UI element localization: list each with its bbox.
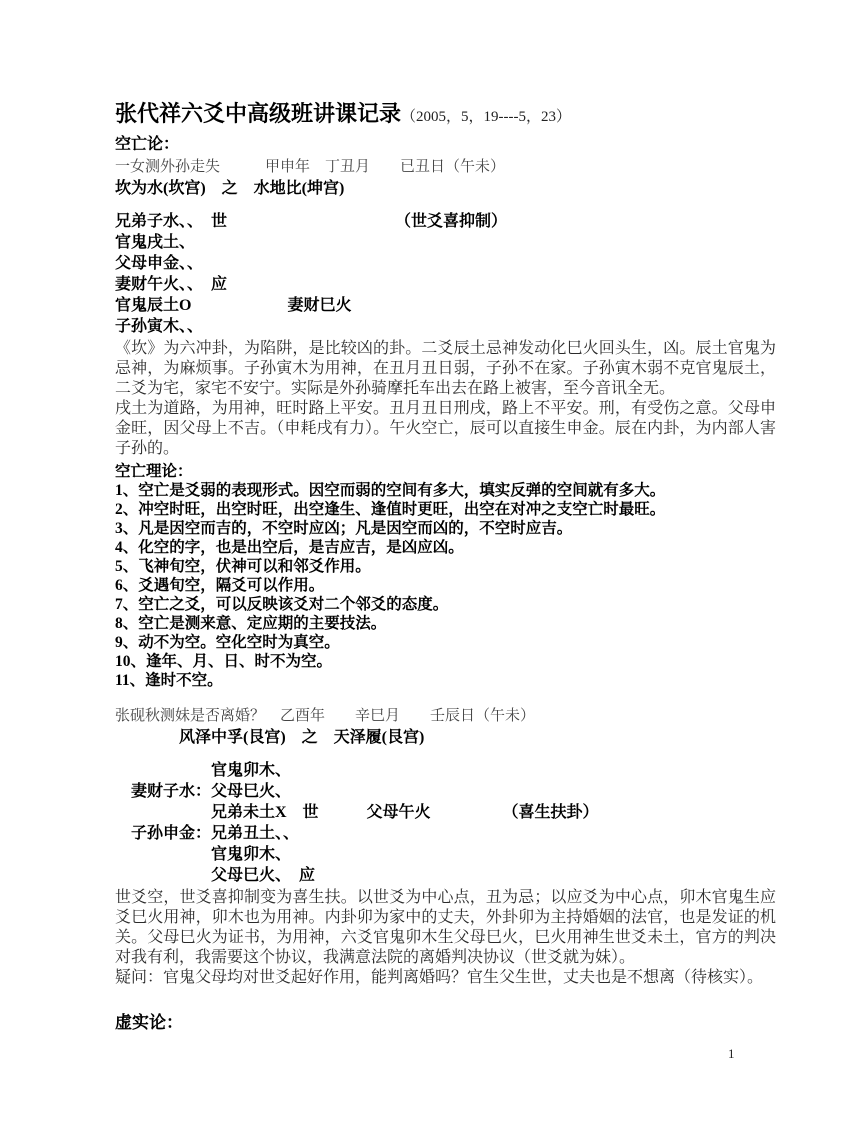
xushi-section-heading: 虚实论：	[115, 1013, 183, 1032]
theory-item: 1、空亡是爻弱的表现形式。因空而弱的空间有多大，填实反弹的空间就有多大。	[115, 482, 666, 499]
theory-item: 5、飞神旬空，伏神可以和邻爻作用。	[115, 558, 371, 575]
hexagram-line: 父母申金、、	[115, 255, 204, 272]
hexagram-line: 子孙寅木、、	[115, 318, 204, 335]
case1-analysis	[115, 339, 776, 459]
hexagram-line: 官鬼戌土、	[115, 234, 196, 251]
hexagram-line: 官鬼辰土O 妻财巳火	[115, 297, 352, 314]
analysis-paragraph: 疑问：官鬼父母均对世爻起好作用，能判离婚吗？官生父生世，丈夫也是不想离（待核实）。	[115, 969, 764, 986]
hexagram-line: 兄弟子水、、 世 （世爻喜抑制）	[115, 213, 508, 230]
case1-hexagram-title: 坎为水(坎宫) 之 水地比(坤宫)	[115, 180, 345, 197]
theory-item: 4、化空的字，也是出空后，是吉应吉，是凶应凶。	[115, 539, 464, 556]
theory-item: 9、动不为空。空化空时为真空。	[115, 634, 340, 651]
case2-hexagram-title: 风泽中孚(艮宫) 之 天泽履(艮宫)	[179, 729, 425, 746]
hexagram-line: 兄弟未土X 世 父母午火 （喜生扶卦）	[115, 804, 599, 821]
theory-item: 11、逢时不空。	[115, 672, 223, 689]
analysis-paragraph: 《坎》为六冲卦，为陷阱，是比较凶的卦。二爻辰土忌神发动化巳火回头生，凶。辰土官鬼为忌神，为麻烦事。子孙寅木为用神，在丑月丑日弱，子孙不在家。子孙寅木弱不克官鬼辰土，二爻为宅，家宅不安宁。实际是外孙骑摩托车出去在路上被害，至今音讯全无。	[115, 340, 776, 397]
case2-analysis	[115, 888, 776, 988]
kongwang-section-heading: 空亡论：	[115, 136, 180, 153]
theory-item: 8、空亡是测来意、定应期的主要技法。	[115, 615, 387, 632]
theory-item: 10、逢年、月、日、时不为空。	[115, 653, 333, 670]
hexagram-line: 官鬼卯木、	[115, 846, 292, 863]
hexagram-line: 子孙申金：兄弟丑土、、	[115, 825, 300, 842]
theory-list	[115, 481, 776, 690]
analysis-paragraph: 戌土为道路，为用神，旺时路上平安。丑月丑日刑戌，路上不平安。刑，有受伤之意。父母申金旺，因父母上不吉。（申耗戌有力）。午火空亡，辰可以直接生申金。辰在内卦，为内部人害子孙的。	[115, 400, 776, 457]
analysis-paragraph: 世爻空，世爻喜抑制变为喜生扶。以世爻为中心点，丑为忌；以应爻为中心点，卯木官鬼生应爻巳火用神，卯木也为用神。内卦卯为家中的丈夫，外卦卯为主持婚姻的法官，也是发证的机关。父母巳火为证书，为用神，六爻官鬼卯木生父母巳火，巳火用神生世爻未土，官方的判决对我有利，我需要这个协议，我满意法院的离婚判决协议（世爻就为妹）。	[115, 889, 776, 966]
theory-item: 6、爻遇旬空，隔爻可以作用。	[115, 577, 325, 594]
hexagram-line: 父母巳火、 应	[115, 867, 316, 884]
case2-intro-line: 张砚秋测妹是否离婚？ 乙酉年 辛巳月 壬辰日（午未）	[115, 708, 536, 724]
theory-item: 7、空亡之爻，可以反映该爻对二个邻爻的态度。	[115, 596, 449, 613]
theory-heading: 空亡理论：	[115, 463, 193, 480]
hexagram-line: 官鬼卯木、	[115, 762, 292, 779]
case2-hexagram-chart	[115, 760, 776, 886]
title-date: （2005，5，19----5，23）	[401, 109, 571, 125]
page-number: 1	[728, 1046, 735, 1061]
case2-block	[115, 706, 776, 988]
hexagram-line: 妻财子水：父母巳火、	[115, 783, 292, 800]
hexagram-line: 妻财午火、、 应	[115, 276, 228, 293]
case1-hexagram-chart	[115, 211, 776, 337]
theory-item: 3、凡是因空而吉的，不空时应凶；凡是因空而凶的，不空时应吉。	[115, 520, 573, 537]
theory-item: 2、冲空时旺，出空时旺，出空逢生、逢值时更旺，出空在对冲之支空亡时最旺。	[115, 501, 666, 518]
case1-intro-line: 一女测外孙走失 甲申年 丁丑月 已丑日（午未）	[115, 159, 506, 175]
page-title: 张代祥六爻中高级班讲课记录	[115, 101, 402, 126]
title-row	[115, 100, 776, 131]
